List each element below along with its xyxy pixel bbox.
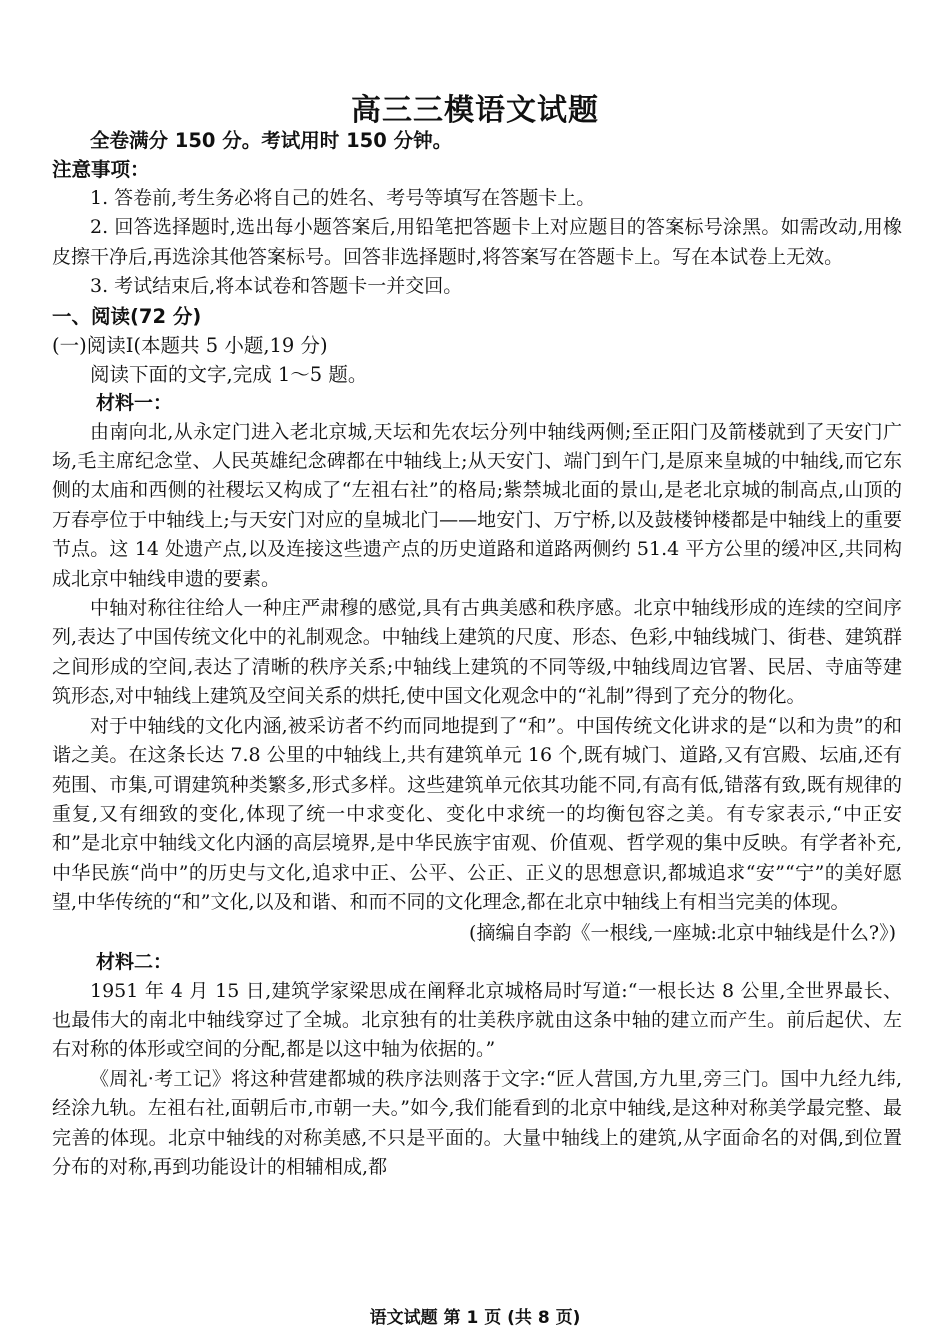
material-one-paragraph: 对于中轴线的文化内涵,被采访者不约而同地提到了“和”。中国传统文化讲求的是“以和为贵”的和谐之美。在这条长达 7.8 公里的中轴线上,共有建筑单元 16 个,既有城门、道路,又有宫殿、坛庙,还有苑围、市集,可谓建筑种类繁多,形式多样。这些建筑单元依其功能不同,有高有低,错落有致,既有规律的重复,又有细致的变化,体现了统一中求变化、变化中求统一的均衡包容之美。有专家表示,“中正安和”是北京中轴线文化内涵的高层境界,是中华民族宇宙观、价值观、哲学观的集中反映。有学者补充,中华民族“尚中”的历史与文化,追求中正、公平、公正、正义的思想意识,都城追求“安”“宁”的美好愿望,中华传统的“和”文化,以及和谐、和而不同的文化理念,都在北京中轴线上有相当完美的体现。 [52, 714, 902, 914]
notes-item: 3. 考试结束后,将本试卷和答题卡一并交回。 [90, 275, 463, 298]
material-two-label: 材料二： [96, 950, 173, 973]
notes-heading: 注意事项： [52, 158, 150, 181]
page-title: 高三三模语文试题 [351, 93, 599, 128]
material-two-paragraph: 《周礼·考工记》将这种营建都城的秩序法则落于文字:“匠人营国,方九里,旁三门。国中九经九纬,经涂九轨。左祖右社,面朝后市,市朝一夫。”如今,我们能看到的北京中轴线,是这种对称美学最完整、最完善的体现。北京中轴线的对称美感,不只是平面的。大量中轴线上的建筑,从字面命名的对偶,到位置分布的对称,再到功能设计的相辅相成,都 [52, 1067, 902, 1178]
material-two-paragraph: 1951 年 4 月 15 日,建筑学家梁思成在阐释北京城格局时写道:“一根长达 8 公里,全世界最长、也最伟大的南北中轴线穿过了全城。北京独有的壮美秩序就由这条中轴的建立而产生。前后起伏、左右对称的体形或空间的分配,都是以这中轴为依据的。” [52, 979, 902, 1061]
notes-item: 2. 回答选择题时,选出每小题答案后,用铅笔把答题卡上对应题目的答案标号涂黑。如需改动,用橡皮擦干净后,再选涂其他答案标号。回答非选择题时,将答案写在答题卡上。写在本试卷上无效。 [52, 216, 902, 268]
notes-item: 1. 答卷前,考生务必将自己的姓名、考号等填写在答题卡上。 [90, 187, 596, 209]
page-footer: 语文试题 第 1 页 (共 8 页) [369, 1308, 581, 1328]
material-one-source: (摘编自李韵《一根线,一座城:北京中轴线是什么?》) [469, 921, 896, 944]
material-one-paragraph: 中轴对称往往给人一种庄严肃穆的感觉,具有古典美感和秩序感。北京中轴线形成的连续的空间序列,表达了中国传统文化中的礼制观念。中轴线上建筑的尺度、形态、色彩,中轴线城门、街巷、建筑群之间形成的空间,表达了清晰的秩序关系;中轴线上建筑的不同等级,中轴线周边官署、民居、寺庙等建筑形态,对中轴线上建筑及空间关系的烘托,使中国文化观念中的“礼制”得到了充分的物化。 [52, 597, 902, 708]
material-one-paragraph: 由南向北,从永定门进入老北京城,天坛和先农坛分列中轴线两侧;至正阳门及箭楼就到了天安门广场,毛主席纪念堂、人民英雄纪念碑都在中轴线上;从天安门、端门到午门,是原来皇城的中轴线,而它东侧的太庙和西侧的社稷坛又构成了“左祖右社”的格局;紫禁城北面的景山,是老北京城的制高点,山顶的万春亭位于中轴线上;与天安门对应的皇城北门——地安门、万宁桥,以及鼓楼钟楼都是中轴线上的重要节点。这 14 处遗产点,以及连接这些遗产点的历史道路和道路两侧约 51.4 平方公里的缓冲区,共同构成北京中轴线申遗的要素。 [52, 420, 902, 590]
sub-section-heading: (一)阅读Ⅰ(本题共 5 小题,19 分) [52, 333, 328, 357]
exam-body [52, 126, 902, 1182]
instruction: 阅读下面的文字,完成 1～5 题。 [90, 362, 368, 386]
section-heading: 一、阅读(72 分) [52, 304, 202, 328]
material-one-label: 材料一： [96, 391, 173, 414]
exam-info: 全卷满分 150 分。考试用时 150 分钟。 [90, 129, 453, 152]
